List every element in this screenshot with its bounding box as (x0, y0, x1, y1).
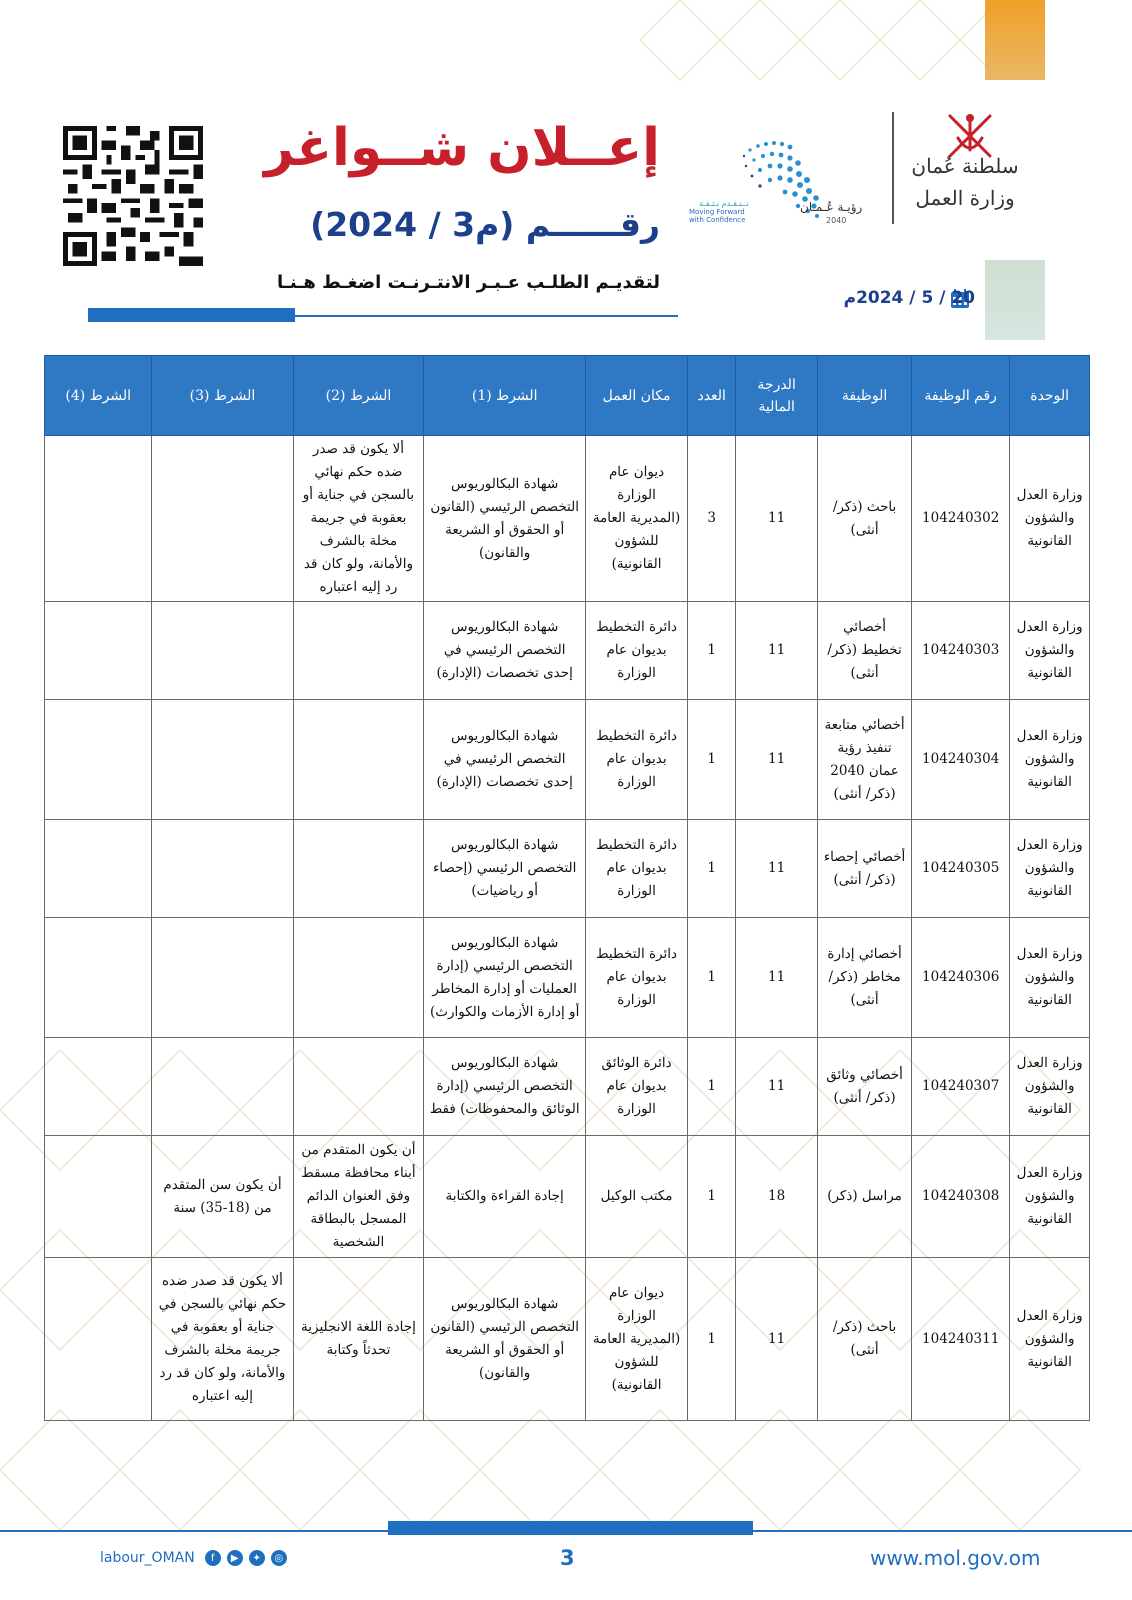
cell-condition-3: ألا يكون قد صدر ضده حكم نهائي بالسجن في جناية أو بعقوبة في جريمة مخلة بالشرف والأمانة، ولو كان قد رد إليه اعتباره (152, 1258, 293, 1421)
cell-job-title: أخصائي إدارة مخاطر (ذكر/ أنثى) (818, 918, 912, 1038)
cell-condition-2: إجادة اللغة الانجليزية تحدثاً وكتابة (293, 1258, 424, 1421)
cell-count: 1 (688, 918, 736, 1038)
cell-count: 1 (688, 1258, 736, 1421)
logo-divider (892, 112, 894, 224)
cell-condition-4 (45, 436, 152, 602)
cell-condition-2: أن يكون المتقدم من أبناء محافظة مسقط وفق العنوان الدائم المسجل بالبطاقة الشخصية (293, 1136, 424, 1258)
cell-condition-3 (152, 700, 293, 820)
vision-2040-label: رؤيـة عُـمـان (800, 200, 863, 214)
cell-unit: وزارة العدل والشؤون القانونية (1010, 1038, 1090, 1136)
moving-forward-en: Moving Forward with Confidence (689, 208, 746, 224)
cell-workplace: دائرة التخطيط بديوان عام الوزارة (585, 700, 687, 820)
cell-job-number: 104240303 (912, 602, 1010, 700)
cell-workplace: دائرة الوثائق بديوان عام الوزارة (585, 1038, 687, 1136)
cell-condition-1: شهادة البكالوريوس التخصص الرئيسي (إدارة الوثائق والمحفوظات) فقط (424, 1038, 586, 1136)
footer-accent-bar (388, 1521, 753, 1535)
cell-condition-2 (293, 918, 424, 1038)
header-grade: الدرجة المالية (736, 356, 818, 436)
cell-condition-4 (45, 1136, 152, 1258)
header-job-title: الوظيفة (818, 356, 912, 436)
cell-grade: 11 (736, 700, 818, 820)
cell-condition-4 (45, 820, 152, 918)
cell-count: 1 (688, 700, 736, 820)
cell-condition-1: شهادة البكالوريوس التخصص الرئيسي في إحدى تخصصات (الإدارة) (424, 602, 586, 700)
cell-condition-1: شهادة البكالوريوس التخصص الرئيسي في إحدى تخصصات (الإدارة) (424, 700, 586, 820)
cell-condition-4 (45, 1258, 152, 1421)
table-row (45, 436, 1090, 602)
table-row (45, 820, 1090, 918)
cell-grade: 11 (736, 436, 818, 602)
cell-count: 3 (688, 436, 736, 602)
cell-condition-1: شهادة البكالوريوس التخصص الرئيسي (القانون أو الحقوق أو الشريعة والقانون) (424, 1258, 586, 1421)
apply-online-link[interactable]: لتقديـم الطلـب عـبـر الانتـرنـت اضغـط هـنـا (276, 272, 660, 293)
cell-condition-1: إجادة القراءة والكتابة (424, 1136, 586, 1258)
header-condition-2: الشرط (2) (293, 356, 424, 436)
page-title: إعــلان شــواغر (264, 118, 660, 178)
cell-job-number: 104240302 (912, 436, 1010, 602)
table-row (45, 700, 1090, 820)
cell-grade: 18 (736, 1136, 818, 1258)
cell-job-number: 104240308 (912, 1136, 1010, 1258)
vision-2040-year: 2040 (826, 216, 847, 225)
table-row (45, 602, 1090, 700)
social-handle[interactable]: labour_OMAN (100, 1550, 195, 1566)
cell-workplace: ديوان عام الوزارة (المديرية العامة للشؤون القانونية) (585, 436, 687, 602)
cell-count: 1 (688, 1038, 736, 1136)
cell-job-title: باحث (ذكر/ أنثى) (818, 1258, 912, 1421)
cell-grade: 11 (736, 918, 818, 1038)
cell-unit: وزارة العدل والشؤون القانونية (1010, 820, 1090, 918)
cell-unit: وزارة العدل والشؤون القانونية (1010, 1258, 1090, 1421)
cell-grade: 11 (736, 1258, 818, 1421)
cell-workplace: دائرة التخطيط بديوان عام الوزارة (585, 602, 687, 700)
cell-job-title: مراسل (ذكر) (818, 1136, 912, 1258)
qr-code-icon[interactable] (63, 126, 203, 266)
cell-count: 1 (688, 602, 736, 700)
ministry-line-2: وزارة العمل (915, 186, 1015, 210)
cell-job-title: أخصائي وثائق (ذكر/ أنثى) (818, 1038, 912, 1136)
facebook-icon[interactable]: f (205, 1550, 221, 1566)
cell-job-number: 104240304 (912, 700, 1010, 820)
header-condition-1: الشرط (1) (424, 356, 586, 436)
cell-workplace: ديوان عام الوزارة (المديرية العامة للشؤون القانونية) (585, 1258, 687, 1421)
cell-job-title: باحث (ذكر/ أنثى) (818, 436, 912, 602)
header-unit: الوحدة (1010, 356, 1090, 436)
twitter-icon[interactable]: ✦ (249, 1550, 265, 1566)
cell-grade: 11 (736, 820, 818, 918)
moving-forward-logo (689, 200, 759, 224)
page-number: 3 (560, 1546, 575, 1570)
cell-condition-2 (293, 700, 424, 820)
cell-job-number: 104240307 (912, 1038, 1010, 1136)
cell-condition-3 (152, 602, 293, 700)
cell-grade: 11 (736, 602, 818, 700)
table-header-row (45, 356, 1090, 436)
cell-condition-1: شهادة البكالوريوس التخصص الرئيسي (إدارة العمليات أو إدارة المخاطر أو إدارة الأزمات والكوارث) (424, 918, 586, 1038)
cell-job-number: 104240306 (912, 918, 1010, 1038)
instagram-icon[interactable]: ◎ (271, 1550, 287, 1566)
cell-condition-3 (152, 820, 293, 918)
cell-condition-3 (152, 1038, 293, 1136)
announcement-date: 20 / 5 / 2024م (843, 288, 975, 308)
table-row (45, 1136, 1090, 1258)
youtube-icon[interactable]: ▶ (227, 1550, 243, 1566)
cell-unit: وزارة العدل والشؤون القانونية (1010, 436, 1090, 602)
header-workplace: مكان العمل (585, 356, 687, 436)
cell-count: 1 (688, 820, 736, 918)
cell-workplace: دائرة التخطيط بديوان عام الوزارة (585, 820, 687, 918)
social-links (100, 1550, 287, 1566)
cell-condition-4 (45, 1038, 152, 1136)
cell-condition-2 (293, 1038, 424, 1136)
header-count: العدد (688, 356, 736, 436)
header-condition-3: الشرط (3) (152, 356, 293, 436)
cell-condition-2: ألا يكون قد صدر ضده حكم نهائي بالسجن في جناية أو بعقوبة في جريمة مخلة بالشرف والأمانة، ولو كان قد رد إليه اعتباره (293, 436, 424, 602)
header-job-number: رقم الوظيفة (912, 356, 1010, 436)
cell-workplace: مكتب الوكيل (585, 1136, 687, 1258)
cell-condition-2 (293, 602, 424, 700)
title-underline-accent (88, 308, 295, 322)
website-link[interactable]: www.mol.gov.om (870, 1546, 1041, 1570)
cell-job-number: 104240305 (912, 820, 1010, 918)
cell-workplace: دائرة التخطيط بديوان عام الوزارة (585, 918, 687, 1038)
table-row (45, 1258, 1090, 1421)
cell-job-title: أخصائي إحصاء (ذكر/ أنثى) (818, 820, 912, 918)
cell-unit: وزارة العدل والشؤون القانونية (1010, 700, 1090, 820)
cell-condition-2 (293, 820, 424, 918)
header-condition-4: الشرط (4) (45, 356, 152, 436)
cell-unit: وزارة العدل والشؤون القانونية (1010, 602, 1090, 700)
cell-job-title: أخصائي تخطيط (ذكر/أنثى) (818, 602, 912, 700)
cell-grade: 11 (736, 1038, 818, 1136)
cell-condition-3 (152, 436, 293, 602)
ministry-name (900, 150, 1030, 214)
cell-job-title: أخصائي متابعة تنفيذ رؤية عمان 2040 (ذكر/ أنثى) (818, 700, 912, 820)
cell-unit: وزارة العدل والشؤون القانونية (1010, 1136, 1090, 1258)
cell-unit: وزارة العدل والشؤون القانونية (1010, 918, 1090, 1038)
table-row (45, 918, 1090, 1038)
cell-condition-1: شهادة البكالوريوس التخصص الرئيسي (إحصاء أو رياضيات) (424, 820, 586, 918)
cell-condition-4 (45, 700, 152, 820)
cell-condition-4 (45, 602, 152, 700)
cell-condition-1: شهادة البكالوريوس التخصص الرئيسي (القانون أو الحقوق أو الشريعة والقانون) (424, 436, 586, 602)
cell-count: 1 (688, 1136, 736, 1258)
cell-job-number: 104240311 (912, 1258, 1010, 1421)
vacancies-table (44, 355, 1090, 1421)
ministry-line-1: سلطنة عُمان (911, 154, 1019, 178)
moving-forward-ar: نــتـقـدم بـثـقـة (699, 199, 749, 208)
cell-condition-4 (45, 918, 152, 1038)
cell-condition-3 (152, 918, 293, 1038)
announcement-number: رقــــــم (م3 / 2024) (310, 205, 660, 244)
cell-condition-3: أن يكون سن المتقدم من (18-35) سنة (152, 1136, 293, 1258)
table-row (45, 1038, 1090, 1136)
